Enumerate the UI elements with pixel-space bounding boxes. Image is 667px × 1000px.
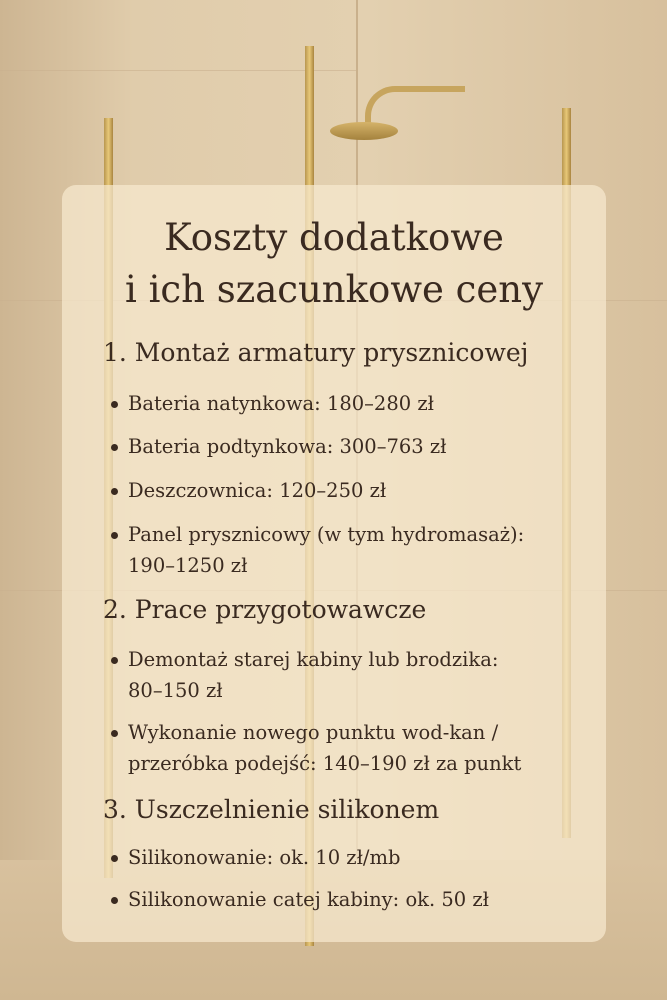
item-text: Bateria natynkowa: 180–280 zł bbox=[128, 392, 434, 415]
item-text: 190–1250 zł bbox=[128, 554, 248, 577]
title-line-1: Koszty dodatkowe bbox=[164, 216, 504, 259]
list-item bbox=[128, 842, 400, 873]
bullet-icon bbox=[111, 657, 118, 664]
item-text: Silikonowanie catej kabiny: ok. 50 zł bbox=[128, 888, 490, 911]
list-item bbox=[128, 475, 386, 506]
title-line-2: i ich szacunkowe ceny bbox=[124, 268, 544, 311]
tile-line bbox=[0, 70, 356, 71]
item-text: Demontaż starej kabiny lub brodzika: bbox=[128, 648, 499, 671]
item-text: Wykonanie nowego punktu wod-kan / bbox=[128, 721, 499, 744]
item-text: 80–150 zł bbox=[128, 679, 223, 702]
section-heading: 3. Uszczelnienie silikonem bbox=[103, 795, 440, 824]
bullet-icon bbox=[111, 444, 118, 451]
item-text: Panel prysznicowy (w tym hydromasaż): bbox=[128, 523, 525, 546]
item-text: Bateria podtynkowa: 300–763 zł bbox=[128, 435, 447, 458]
list-item bbox=[128, 519, 524, 581]
list-item bbox=[128, 717, 521, 779]
item-text: przeróbka podejść: 140–190 zł za punkt bbox=[128, 752, 522, 775]
bullet-icon bbox=[111, 730, 118, 737]
section-heading: 1. Montaż armatury prysznicowej bbox=[103, 338, 529, 367]
bullet-icon bbox=[111, 488, 118, 495]
list-item bbox=[128, 884, 489, 915]
bullet-icon bbox=[111, 855, 118, 862]
page-title bbox=[62, 212, 606, 316]
list-item bbox=[128, 644, 498, 706]
list-item bbox=[128, 388, 434, 419]
bullet-icon bbox=[111, 532, 118, 539]
bullet-icon bbox=[111, 897, 118, 904]
item-text: Deszczownica: 120–250 zł bbox=[128, 479, 387, 502]
rain-shower-head bbox=[330, 122, 398, 140]
bullet-icon bbox=[111, 401, 118, 408]
list-item bbox=[128, 431, 446, 462]
item-text: Silikonowanie: ok. 10 zł/mb bbox=[128, 846, 401, 869]
section-heading: 2. Prace przygotowawcze bbox=[103, 595, 427, 624]
shower-arm bbox=[365, 86, 465, 126]
